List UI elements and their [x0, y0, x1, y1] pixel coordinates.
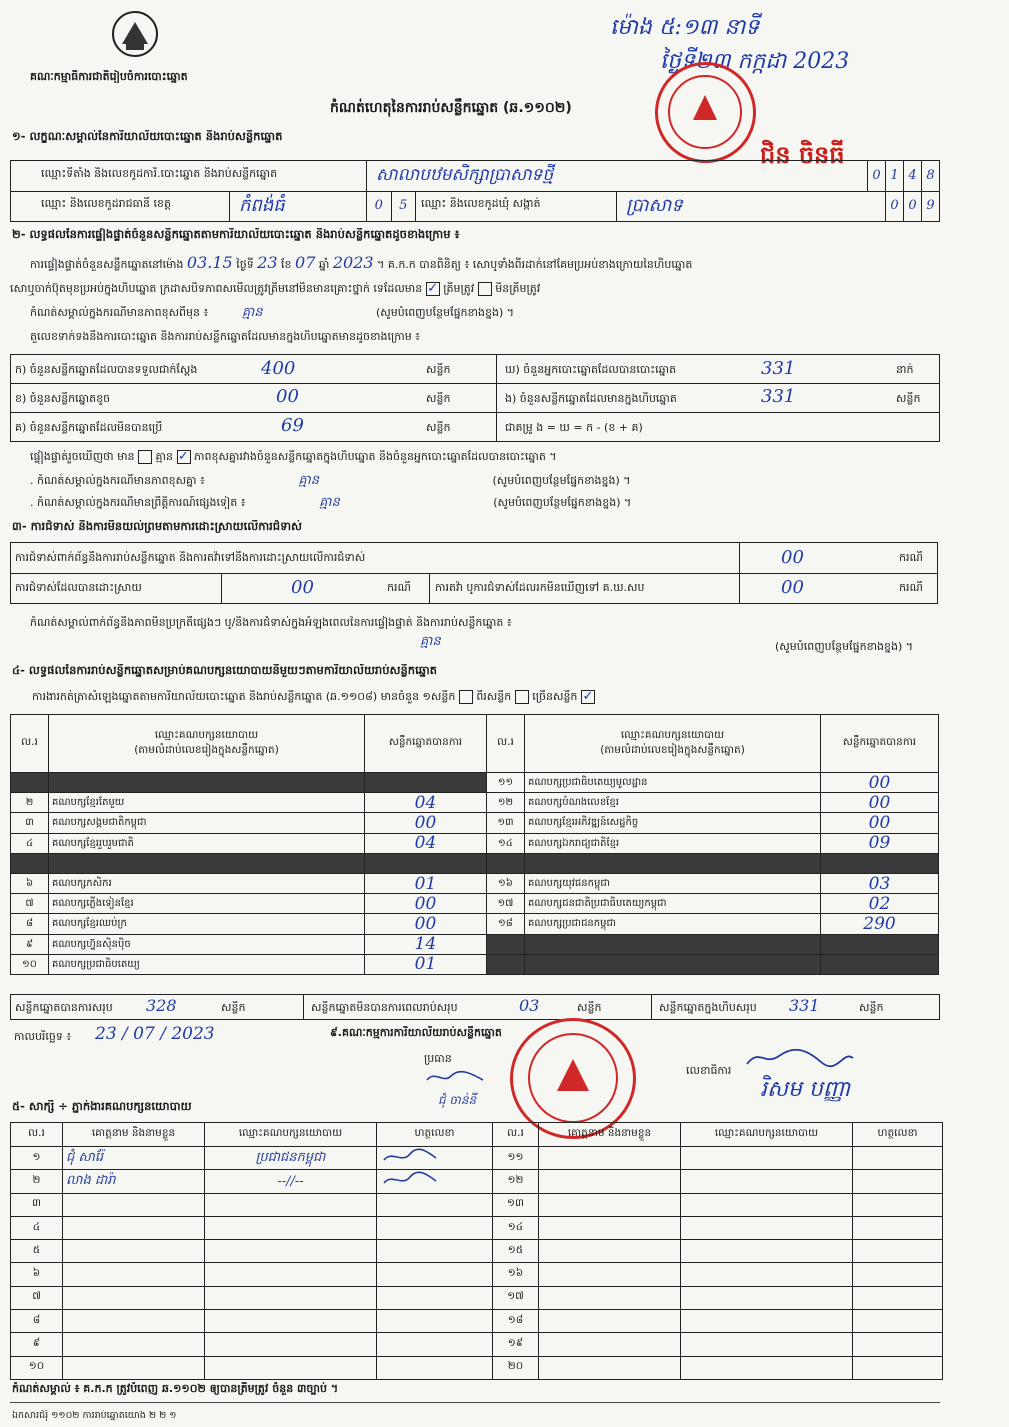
secretary-label: លេខាធិការ — [686, 1064, 732, 1077]
party-row — [11, 873, 939, 893]
witness-signature — [853, 1170, 943, 1193]
witness-name: ជុំ សារ៉ែ — [63, 1147, 205, 1170]
committee-label: ៩.គណៈកម្មការការិយាល័យរាប់សន្លឹកឆ្នោត — [330, 1026, 502, 1039]
footer-note: កំណត់សម្គាល់ ៖ គ.ក.ក ត្រូវបំពេញ ឆ.១១០២ ឲ្យបានត្រឹមត្រូវ ចំនួន ៣ច្បាប់ ។ — [12, 1382, 339, 1395]
party-no: ១៤ — [487, 833, 525, 853]
col-party-right: ឈ្មោះគណបក្សនយោបាយ (តាមលំដាប់លេខរៀងក្នុងសន្លឹកឆ្នោត) — [525, 715, 821, 773]
party-row — [11, 793, 939, 813]
party-row — [11, 833, 939, 853]
s4-totals-box — [10, 994, 940, 1020]
witness-row — [11, 1286, 943, 1309]
witness-signature — [853, 1240, 943, 1263]
total-valid-label: សន្លឹកឆ្នោតបានការសរុប — [15, 1001, 113, 1014]
col-votes-left: សន្លឹកឆ្នោតបានការ — [365, 715, 487, 773]
witness-row — [11, 1216, 943, 1239]
party-no: ១៣ — [487, 813, 525, 833]
form-title: កំណត់ហេតុនៃការរាប់សន្លឹកឆ្នោត (ឆ.១១០២) — [330, 100, 572, 116]
s2-month-value: 07 — [295, 256, 316, 271]
s2-year-value: 2023 — [332, 256, 374, 271]
party-name: គណបក្សប្រជាជនកម្ពុជា — [525, 914, 821, 934]
party-votes: 14 — [365, 934, 487, 954]
s3-note-hint: (សូមបំពេញបន្ថែមផ្នែកខាងខ្នង) ។ — [775, 640, 914, 653]
witness-party — [205, 1263, 377, 1286]
party-name: គណបក្សប្រជាធិបតេយ្យ — [49, 954, 365, 974]
sign-date-value: 23 / 07 / 2023 — [95, 1024, 215, 1044]
witness-row — [11, 1356, 943, 1379]
witness-party: ប្រជាជនកម្ពុជា — [205, 1147, 377, 1170]
s2-note-value: គ្មាន — [241, 306, 263, 319]
party-no: ៩ — [11, 934, 49, 954]
diff-no-checkbox[interactable]: ✓ — [178, 450, 189, 464]
witness-party — [681, 1170, 853, 1193]
witness-no: ១៦ — [493, 1263, 539, 1286]
party-no: ១៨ — [487, 914, 525, 934]
witness-table — [10, 1122, 943, 1380]
witness-name — [63, 1286, 205, 1309]
party-votes — [821, 934, 939, 954]
col-votes-right: សន្លឹកឆ្នោតបានការ — [821, 715, 939, 773]
party-no: ៤ — [11, 833, 49, 853]
w-col-party-left: ឈ្មោះគណបក្សនយោបាយ — [205, 1123, 377, 1147]
party-votes: 04 — [365, 793, 487, 813]
handwritten-time-note: ម៉ោង ៥:១៣ នាទី — [610, 15, 760, 40]
s3-row2b-label: ការតវ៉ា ឬការជំទាស់ដែលរកមិនឃើញទៅ គ.ឃ.សប — [435, 581, 645, 594]
witness-signature — [853, 1147, 943, 1170]
party-name: គណបក្សជនជាតិប្រជាធិបតេយ្យកម្ពុជា — [525, 894, 821, 914]
party-row — [11, 773, 939, 793]
s2-e-label: ង) ចំនួនសន្លឹកឆ្នោតដែលមានក្នុងហិបឆ្នោត — [505, 392, 677, 405]
s3-row2b-value: 00 — [781, 577, 804, 598]
total-invalid-unit: សន្លឹក — [577, 1001, 602, 1014]
witness-no: ១៧ — [493, 1286, 539, 1309]
chair-name: ជុំ ចាន់នី — [438, 1093, 477, 1107]
party-no: ២ — [11, 793, 49, 813]
party-votes: 04 — [365, 833, 487, 853]
witness-no: ៤ — [11, 1216, 63, 1239]
witness-signature — [377, 1216, 493, 1239]
col-no-right: ល.រ — [487, 715, 525, 773]
seal-not-ok-checkbox[interactable] — [478, 282, 492, 296]
witness-party — [681, 1193, 853, 1216]
witness-no: ៧ — [11, 1286, 63, 1309]
witness-name — [539, 1193, 681, 1216]
party-votes — [821, 853, 939, 873]
w-col-sign-left: ហត្ថលេខា — [377, 1123, 493, 1147]
witness-row — [11, 1193, 943, 1216]
party-name — [49, 773, 365, 793]
s1-row2-label: ឈ្មោះ និងលេខកូដរាជធានី ខេត្ត — [41, 197, 171, 210]
secretary-name: រិសម បញ្ញា — [760, 1077, 851, 1102]
total-box-label: សន្លឹកឆ្នោតក្នុងហិបសរុប — [659, 1001, 757, 1014]
party-no: ១១ — [487, 773, 525, 793]
s2-e-unit: សន្លឹក — [896, 392, 921, 405]
witness-party — [205, 1216, 377, 1239]
party-name: គណបក្សយុវជនកម្ពុជា — [525, 873, 821, 893]
party-no: ១៧ — [487, 894, 525, 914]
witness-signature — [377, 1310, 493, 1333]
witness-party — [205, 1333, 377, 1356]
party-row — [11, 914, 939, 934]
party-row — [11, 894, 939, 914]
s3-box — [10, 542, 938, 604]
chair-signature — [425, 1068, 485, 1090]
witness-signature — [377, 1263, 493, 1286]
witness-name — [63, 1333, 205, 1356]
party-votes: 01 — [365, 873, 487, 893]
w-col-name-left: គោត្តនាម និងនាមខ្លួន — [63, 1123, 205, 1147]
s1-row2b-value: ប្រាសាទ — [626, 195, 683, 216]
party-name: គណបក្សសង្គមជាតិកម្ពុជា — [49, 813, 365, 833]
party-votes: 00 — [365, 894, 487, 914]
official-stamp-committee — [510, 1018, 636, 1139]
party-no: ១៦ — [487, 873, 525, 893]
party-name — [525, 934, 821, 954]
witness-name — [63, 1310, 205, 1333]
party-name: គណបក្សកសិករ — [49, 873, 365, 893]
witness-signature — [377, 1333, 493, 1356]
s1-row2b-label: ឈ្មោះ និងលេខកូដឃុំ សង្កាត់ — [421, 197, 541, 210]
s2-a-label: ក) ចំនួនសន្លឹកឆ្នោតដែលបានទទួលជាក់ស្តែង — [15, 363, 198, 376]
s2-c-label: គ) ចំនួនសន្លឹកឆ្នោតដែលមិនបានប្រើ — [15, 421, 163, 434]
witness-signature — [853, 1193, 943, 1216]
s3-row1-value: 00 — [781, 547, 804, 568]
witness-signature — [853, 1286, 943, 1309]
witness-no: ៦ — [11, 1263, 63, 1286]
s2-note2-value: គ្មាន — [298, 474, 319, 487]
witness-signature — [377, 1240, 493, 1263]
witness-row — [11, 1240, 943, 1263]
witness-name — [539, 1170, 681, 1193]
party-votes: 290 — [821, 914, 939, 934]
official-stamp-top — [655, 62, 756, 163]
w-col-name-right: គោត្តនាម និងនាមខ្លួន — [539, 1123, 681, 1147]
witness-signature — [853, 1310, 943, 1333]
s2-time-line: ការផ្ទៀងផ្ទាត់ចំនួនសន្លឹកឆ្នោតនៅម៉ោង 03.15 ថ្ងៃទី 23 ខែ 07 ឆ្នាំ 2023 ។ គ.ក.ក បានពិនិត្យ ៖ សោឬទាំងពីរដាក់នៅគែមប្រអប់ខាងក្រោយនៃហិបឆ្នោត — [30, 256, 950, 271]
witness-signature — [853, 1356, 943, 1379]
witness-party — [205, 1286, 377, 1309]
s2-b-unit: សន្លឹក — [426, 392, 451, 405]
witness-no: ១០ — [11, 1356, 63, 1379]
party-no — [487, 954, 525, 974]
s4-pages-line: ការងារកត់ត្រាសំឡេងឆ្នោតតាមការិយាល័យបោះឆ្នោត និងរាប់សន្លឹកឆ្នោត (ឆ.១១០៨) មានចំនួន ១សន្លឹក ពីរសន្លឹក ច្រើនសន្លឹក ✓ — [32, 690, 594, 704]
party-votes: 00 — [365, 813, 487, 833]
total-box-unit: សន្លឹក — [859, 1001, 884, 1014]
witness-no: ១៣ — [493, 1193, 539, 1216]
witness-name — [539, 1286, 681, 1309]
party-name: គណបក្សប្រជាធិបតេយ្យមូលដ្ឋាន — [525, 773, 821, 793]
s1-row1-value: សាលាបឋមសិក្សាប្រាសាទថ្មី — [376, 165, 554, 185]
party-no: ១០ — [11, 954, 49, 974]
party-row — [11, 954, 939, 974]
party-votes: 00 — [821, 793, 939, 813]
s3-note-label: កំណត់សម្គាល់ពាក់ព័ន្ធនឹងភាពមិនប្រក្រតីផ្សេងៗ ឬ/និងការជំទាស់ក្នុងអំឡុងពេលនៃការផ្ទៀងផ្ទាត់ និងការរាប់សន្លឹកឆ្នោត ៖ — [30, 616, 512, 629]
witness-name — [539, 1240, 681, 1263]
s2-a-value: 400 — [261, 358, 296, 379]
s2-intro: តួលេខទាក់ទងនឹងការបោះឆ្នោត និងការរាប់សន្លឹកឆ្នោតដែលមានក្នុងហិបឆ្នោតមានដូចខាងក្រោម ៖ — [30, 330, 421, 343]
witness-name — [539, 1356, 681, 1379]
party-no: ៦ — [11, 873, 49, 893]
total-invalid-value: 03 — [519, 996, 540, 1015]
s2-d-label: ឃ) ចំនួនអ្នកបោះឆ្នោតដែលបានបោះឆ្នោត — [505, 363, 677, 376]
witness-no: ៣ — [11, 1193, 63, 1216]
witness-signature — [377, 1356, 493, 1379]
s2-day-value: 23 — [257, 256, 278, 271]
witness-no: ២០ — [493, 1356, 539, 1379]
s3-row2-unit: ករណី — [387, 581, 411, 594]
party-name: គណបក្សបំណងលេខខ្មែរ — [525, 793, 821, 813]
s3-row1-label: ការជំទាស់ពាក់ព័ន្ធនឹងការរាប់សន្លឹកឆ្នោត និងការតវ៉ាទៅនឹងការដោះស្រាយលើការជំទាស់ — [15, 551, 366, 564]
witness-party — [205, 1310, 377, 1333]
witness-signature — [377, 1147, 493, 1170]
s2-note-line: កំណត់សម្គាល់ក្នុងករណីមានភាពខុសពីមុន ៖ គ្មាន (សូមបំពេញបន្ថែមផ្នែកខាងខ្នង) ។ — [30, 306, 515, 319]
pages-two-checkbox[interactable] — [515, 690, 529, 704]
s1-row2-code: 0 5 — [366, 191, 416, 221]
witness-party — [681, 1240, 853, 1263]
nec-logo-icon — [104, 10, 166, 58]
s2-c-unit: សន្លឹក — [426, 421, 451, 434]
party-votes: 01 — [365, 954, 487, 974]
party-votes: 00 — [821, 813, 939, 833]
w-col-sign-right: ហត្ថលេខា — [853, 1123, 943, 1147]
handwritten-date-note: ថ្ងៃទី២៣ កក្កដា 2023 — [660, 49, 850, 74]
party-votes — [365, 773, 487, 793]
witness-row — [11, 1263, 943, 1286]
sign-date-label: កាលបរិច្ឆេទ ៖ — [14, 1030, 72, 1043]
party-votes: 00 — [821, 773, 939, 793]
witness-name — [539, 1147, 681, 1170]
w-col-no-right: ល.រ — [493, 1123, 539, 1147]
s2-b-value: 00 — [276, 386, 299, 407]
seal-ok-checkbox[interactable]: ✓ — [427, 282, 439, 296]
section1-title: ១- លក្ខណៈសម្គាល់នៃការិយាល័យបោះឆ្នោត និងរាប់សន្លឹកឆ្នោត — [12, 130, 283, 143]
witness-row — [11, 1147, 943, 1170]
party-votes: 03 — [821, 873, 939, 893]
total-box-value: 331 — [789, 996, 820, 1015]
witness-signature — [853, 1263, 943, 1286]
section3-title: ៣- ការជំទាស់ និងការមិនយល់ព្រមតាមការដោះស្រាយលើការជំទាស់ — [12, 520, 303, 533]
s2-d-unit: នាក់ — [896, 363, 914, 376]
witness-no: ២ — [11, 1170, 63, 1193]
witness-signature — [853, 1333, 943, 1356]
witness-no: ១៩ — [493, 1333, 539, 1356]
witness-no: ១៨ — [493, 1310, 539, 1333]
witness-party — [681, 1147, 853, 1170]
s2-b-label: ខ) ចំនួនសន្លឹកឆ្នោតខូច — [15, 392, 111, 405]
party-name: គណបក្សខ្មែរអភិវឌ្ឍន៍សេដ្ឋកិច្ច — [525, 813, 821, 833]
witness-name — [63, 1263, 205, 1286]
s2-time-value: 03.15 — [186, 256, 233, 271]
witness-party — [205, 1193, 377, 1216]
col-party-left: ឈ្មោះគណបក្សនយោបាយ (តាមលំដាប់លេខរៀងក្នុងសន្លឹកឆ្នោត) — [49, 715, 365, 773]
s3-note-value: គ្មាន — [420, 634, 441, 649]
witness-name — [539, 1333, 681, 1356]
witness-no: ៥ — [11, 1240, 63, 1263]
witness-name — [539, 1216, 681, 1239]
party-no: ១២ — [487, 793, 525, 813]
witness-signature — [853, 1216, 943, 1239]
s1-row1-code: 0 1 4 8 — [867, 161, 939, 191]
s2-diff-line: ផ្ទៀងផ្ទាត់រួចឃើញថា មាន គ្មាន ✓ ភាពខុសគ្នារវាងចំនួនសន្លឹកឆ្នោតក្នុងហិបឆ្នោត និងចំនួនអ្នកបោះឆ្នោតដែលបានបោះឆ្នោត ។ — [30, 450, 557, 464]
witness-party — [205, 1240, 377, 1263]
s1-row1-label: ឈ្មោះទីតាំង និងលេខកូដការិ.បោះឆ្នោត និងរាប់សន្លឹកឆ្នោត — [41, 167, 278, 180]
witness-party — [681, 1310, 853, 1333]
witness-party — [681, 1216, 853, 1239]
total-invalid-label: សន្លឹកឆ្នោតមិនបានការពេលរាប់សរុប — [311, 1001, 458, 1014]
s2-c-value: 69 — [281, 415, 304, 436]
party-name — [525, 954, 821, 974]
witness-no: ១២ — [493, 1170, 539, 1193]
party-row — [11, 813, 939, 833]
s3-row2b-unit: ករណី — [899, 581, 923, 594]
col-no-left: ល.រ — [11, 715, 49, 773]
section4-title: ៤- លទ្ធផលនៃការរាប់សន្លឹកឆ្នោតសម្រាប់គណបក្សនយោបាយនីមួយៗតាមការិយាល័យរាប់សន្លឹកឆ្នោត — [12, 664, 437, 677]
party-votes — [821, 954, 939, 974]
party-votes — [365, 853, 487, 873]
witness-row — [11, 1310, 943, 1333]
witness-signature — [377, 1286, 493, 1309]
party-name: គណបក្សខ្មែរតែមួយ — [49, 793, 365, 813]
party-votes: 09 — [821, 833, 939, 853]
s3-row2-label: ការជំទាស់ដែលបានដោះស្រាយ — [15, 581, 142, 594]
s2-d-value: 331 — [761, 358, 796, 379]
witness-row — [11, 1170, 943, 1193]
s2-note3-value: គ្មាន — [319, 496, 340, 509]
witness-party — [681, 1333, 853, 1356]
witness-name — [63, 1240, 205, 1263]
section1-box — [10, 160, 940, 222]
witness-signature — [377, 1193, 493, 1216]
party-results-table — [10, 714, 939, 975]
party-no: ៣ — [11, 813, 49, 833]
party-votes: 00 — [365, 914, 487, 934]
witness-no: ១៥ — [493, 1240, 539, 1263]
secretary-signature — [745, 1044, 855, 1076]
pages-one-checkbox[interactable] — [459, 690, 473, 704]
witness-no: ៩ — [11, 1333, 63, 1356]
s3-row2-value: 00 — [291, 577, 314, 598]
witness-name: លាង ដារ៉ា — [63, 1170, 205, 1193]
party-name: គណបក្សខ្មែរឈប់ក្រ — [49, 914, 365, 934]
party-name: គណបក្សភ្លើងទៀនខ្មែរ — [49, 894, 365, 914]
section5-title: ៥- សាក្សី ÷ ភ្នាក់ងារគណបក្សនយោបាយ — [12, 1100, 192, 1113]
party-name — [49, 853, 365, 873]
s2-note2-line: . កំណត់សម្គាល់ក្នុងករណីមានភាពខុសគ្នា ៖ គ្មាន (សូមបំពេញបន្ថែមផ្នែកខាងខ្នង) ។ — [30, 474, 631, 487]
witness-name — [63, 1356, 205, 1379]
s2-note3-line: . កំណត់សម្គាល់ក្នុងករណីមានព្រឹត្តិការណ៍ផ្សេងទៀត ៖ គ្មាន (សូមបំពេញបន្ថែមផ្នែកខាងខ្នង) ។ — [30, 496, 632, 509]
witness-party — [681, 1356, 853, 1379]
party-row — [11, 934, 939, 954]
party-no — [487, 934, 525, 954]
witness-no: ១ — [11, 1147, 63, 1170]
witness-party — [681, 1263, 853, 1286]
s2-formula: ជាគម្រូ ង = ឃ = ក - (ខ + គ) — [505, 421, 643, 434]
total-valid-value: 328 — [146, 996, 177, 1015]
party-name: គណបក្សឯករាជ្យជាតិខ្មែរ — [525, 833, 821, 853]
party-row — [11, 853, 939, 873]
party-no — [11, 853, 49, 873]
s2-seal-line: សោឬចាក់ប៊ុតមុខប្រអប់ក្នុងហិបឆ្នោត ក្រដាសបិទភាពសមើលត្រូវត្រឹមនៅមិនមានគ្រោះថ្នាក់ ទេដែលមាន ✓ ត្រឹមត្រូវ មិនត្រឹមត្រូវ — [10, 282, 541, 296]
pages-many-checkbox[interactable]: ✓ — [582, 690, 594, 704]
s1-row2-value: កំពង់ធំ — [239, 195, 285, 216]
w-col-no-left: ល.រ — [11, 1123, 63, 1147]
party-name — [525, 853, 821, 873]
party-no — [11, 773, 49, 793]
witness-signature — [377, 1170, 493, 1193]
stamp-caption: ជិន ចិនធី — [760, 141, 845, 169]
witness-no: ១១ — [493, 1147, 539, 1170]
total-valid-unit: សន្លឹក — [221, 1001, 246, 1014]
witness-name — [63, 1193, 205, 1216]
s2-e-value: 331 — [761, 386, 796, 407]
party-votes: 02 — [821, 894, 939, 914]
party-no — [487, 853, 525, 873]
witness-party — [205, 1356, 377, 1379]
witness-no: ១៤ — [493, 1216, 539, 1239]
witness-name — [63, 1216, 205, 1239]
party-name: គណបក្សខ្មែររួបរួមជាតិ — [49, 833, 365, 853]
party-no: ៨ — [11, 914, 49, 934]
section2-title: ២- លទ្ធផលនៃការផ្ទៀងផ្ទាត់ចំនួនសន្លឹកឆ្នោតតាមការិយាល័យបោះឆ្នោត និងរាប់សន្លឹកឆ្នោតដូចខាងក្រោម ៖ — [12, 228, 460, 241]
witness-name — [539, 1310, 681, 1333]
s3-row1-unit: ករណី — [899, 551, 923, 564]
s1-row2b-code: 0 0 9 — [885, 191, 939, 221]
s2-figures-box — [10, 354, 940, 442]
party-name: គណបក្សហ្វ៊ុនស៊ិនប៉ិច — [49, 934, 365, 954]
witness-party — [681, 1286, 853, 1309]
witness-no: ៨ — [11, 1310, 63, 1333]
w-col-party-right: ឈ្មោះគណបក្សនយោបាយ — [681, 1123, 853, 1147]
witness-name — [539, 1263, 681, 1286]
footer-code: ឯកសារជំរុំ ១១០២ ការរាប់ឆ្នោតយោង ២ ២ ១ — [12, 1410, 177, 1421]
s2-a-unit: សន្លឹក — [426, 363, 451, 376]
org-name: គណៈកម្មាធិការជាតិរៀបចំការបោះឆ្នោត — [30, 70, 188, 83]
party-no: ៧ — [11, 894, 49, 914]
witness-row — [11, 1333, 943, 1356]
chair-label: ប្រធាន — [424, 1052, 452, 1065]
witness-party: --//-- — [205, 1170, 377, 1193]
diff-yes-checkbox[interactable] — [138, 450, 152, 464]
